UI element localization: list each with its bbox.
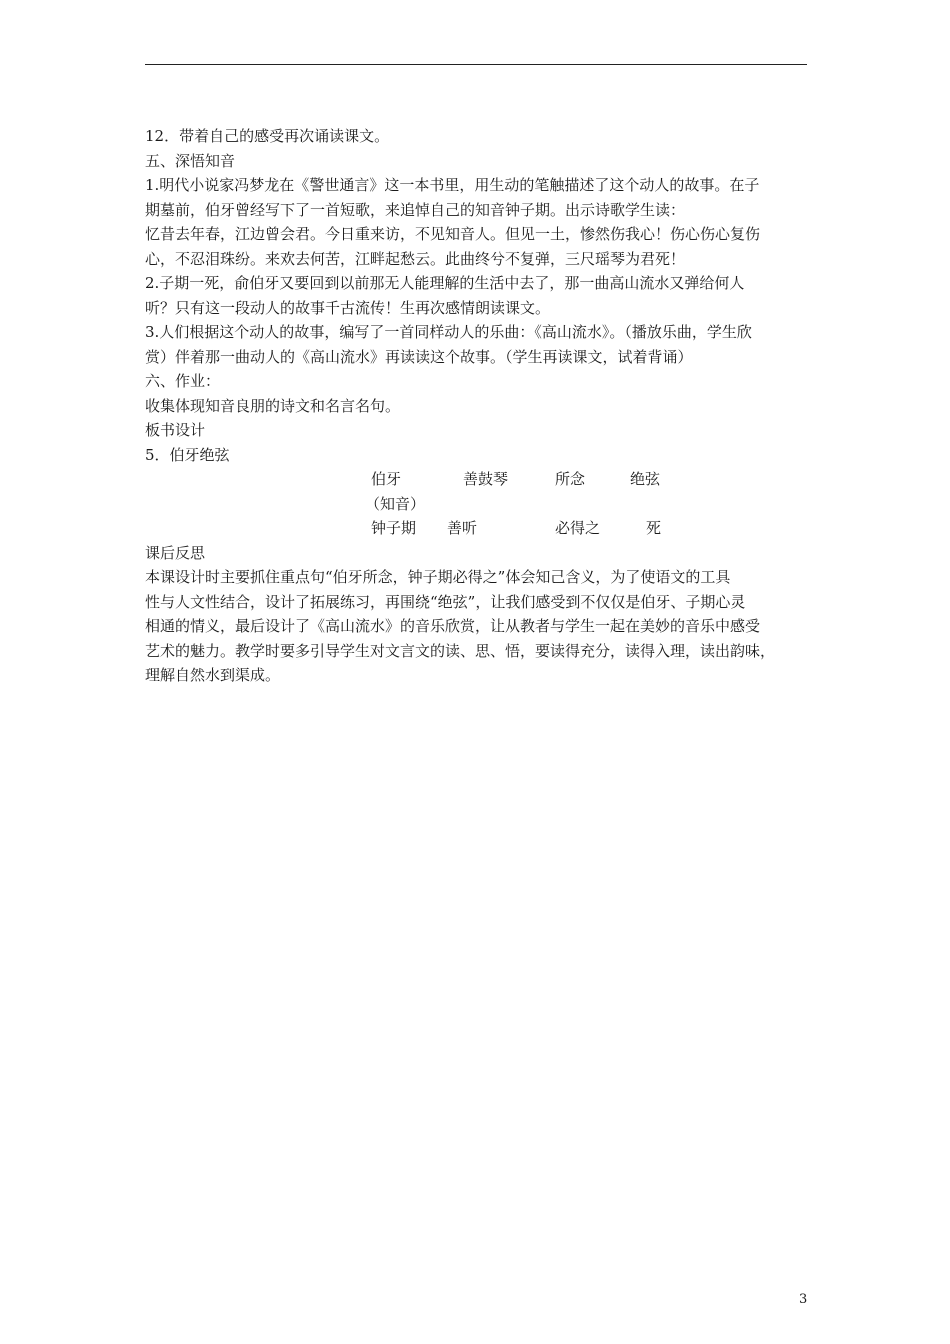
text-line: 2.子期一死，俞伯牙又要回到以前那无人能理解的生活中去了，那一曲高山流水又弹给何人 bbox=[145, 274, 745, 292]
board-cell-zhiyin: （知音） bbox=[365, 494, 426, 513]
text-line: 听？只有这一段动人的故事千古流传！生再次感情朗读课文。 bbox=[145, 298, 551, 317]
text-line: 本课设计时主要抓住重点句“伯牙所念，钟子期必得之”体会知己含义，为了使语文的工具 bbox=[145, 568, 731, 586]
text-line: 艺术的魅力。教学时要多引导学生对文言文的读、思、悟，要读得充分，读得入理，读出韵味， bbox=[145, 641, 776, 660]
blackboard-design bbox=[145, 467, 813, 541]
board-cell: 必得之 bbox=[555, 519, 601, 537]
text-line: 1.明代小说家冯梦龙在《警世通言》这一本书里，用生动的笔触描述了这个动人的故事。在子 bbox=[145, 176, 760, 194]
section-heading: 板书设计 bbox=[145, 421, 206, 439]
poem-line: 心，不忍泪珠纷。来欢去何苦，江畔起愁云。此曲终兮不复弹，三尺瑶琴为君死！ bbox=[145, 249, 686, 268]
board-cell: 善鼓琴 bbox=[463, 470, 509, 488]
text-line: 理解自然水到渠成。 bbox=[145, 666, 281, 684]
board-cell: 所念 bbox=[555, 470, 586, 488]
board-cell: 绝弦 bbox=[630, 470, 661, 488]
board-cell: 死 bbox=[646, 519, 662, 537]
text-line: 3.人们根据这个动人的故事，编写了一首同样动人的乐曲：《高山流水》。（播放乐曲，学生欣 bbox=[145, 323, 752, 341]
board-cell: 钟子期 bbox=[371, 519, 417, 537]
poem-line: 忆昔去年春，江边曾会君。今日重来访，不见知音人。但见一土，惨然伤我心！伤心伤心复伤 bbox=[145, 225, 761, 243]
page-number: 3 bbox=[799, 1292, 808, 1307]
text-line: 性与人文性结合，设计了拓展练习，再围绕“绝弦”，让我们感受到不仅仅是伯牙、子期心灵 bbox=[145, 592, 746, 611]
board-title: 5．伯牙绝弦 bbox=[145, 445, 230, 464]
section-heading: 六、作业： bbox=[145, 372, 221, 390]
board-cell: 善听 bbox=[447, 519, 478, 537]
text-line: 期墓前，伯牙曾经写下了一首短歌，来追悼自己的知音钟子期。出示诗歌学生读： bbox=[145, 200, 686, 219]
header-rule bbox=[145, 64, 807, 65]
section-heading: 课后反思 bbox=[145, 543, 206, 562]
section-heading: 五、深悟知音 bbox=[145, 151, 236, 170]
text-line: 收集体现知音良朋的诗文和名言名句。 bbox=[145, 396, 401, 415]
text-line: 赏）伴着那一曲动人的《高山流水》再读读这个故事。（学生再读课文，试着背诵） bbox=[145, 347, 693, 366]
text-line: 相通的情义，最后设计了《高山流水》的音乐欣赏，让从教者与学生一起在美妙的音乐中感受 bbox=[145, 617, 761, 635]
document-body bbox=[145, 124, 813, 688]
text-line: 12．带着自己的感受再次诵读课文。 bbox=[145, 127, 390, 145]
board-cell: 伯牙 bbox=[371, 470, 402, 488]
